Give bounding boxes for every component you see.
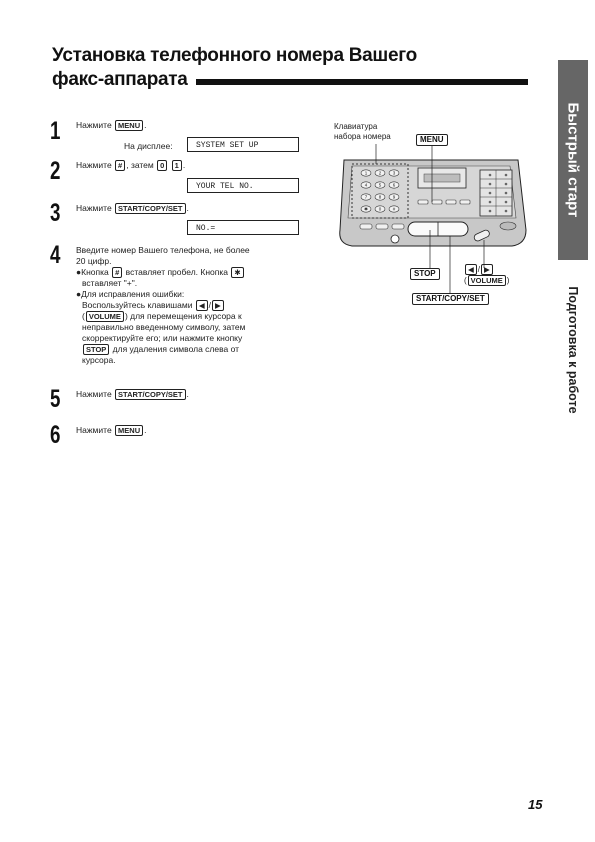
keypad-key-label: 2 bbox=[378, 170, 382, 176]
step-5-number: 5 bbox=[50, 385, 61, 413]
keypad-key-label: 8 bbox=[378, 194, 382, 200]
display-label: На дисплее: bbox=[124, 141, 173, 151]
title-rule bbox=[196, 79, 528, 85]
star-key: ✱ bbox=[231, 267, 243, 278]
keypad-key-label: # bbox=[392, 206, 396, 212]
step-2-number: 2 bbox=[50, 157, 61, 185]
stop-key: STOP bbox=[83, 344, 109, 355]
step-2-text: Нажмите # , затем 0 1 . bbox=[76, 160, 186, 170]
fax-machine-drawing bbox=[330, 118, 530, 318]
start-copy-set-key: START/COPY/SET bbox=[115, 389, 185, 400]
keypad-key-label: 6 bbox=[392, 182, 396, 188]
menu-key: MENU bbox=[115, 425, 143, 436]
hash-key: # bbox=[115, 160, 125, 171]
step-6-number: 6 bbox=[50, 421, 61, 449]
menu-callout: MENU bbox=[416, 134, 448, 146]
step-1-number: 1 bbox=[50, 117, 61, 145]
title-line-2: факс-аппарата bbox=[52, 69, 188, 90]
step-4-number: 4 bbox=[50, 241, 61, 269]
keypad-key-label: 5 bbox=[378, 182, 382, 188]
keypad-key-label: ✱ bbox=[364, 206, 368, 212]
step-3-number: 3 bbox=[50, 199, 61, 227]
volume-key: VOLUME bbox=[86, 311, 124, 322]
step-3-text: Нажмите START/COPY/SET . bbox=[76, 203, 189, 213]
page-title bbox=[52, 44, 532, 92]
lcd-display-1: SYSTEM SET UP bbox=[187, 137, 299, 152]
one-key: 1 bbox=[172, 160, 182, 171]
step-6-text: Нажмите MENU . bbox=[76, 425, 147, 435]
side-section-label: Подготовка к работе bbox=[566, 286, 580, 414]
lcd-display-3: NO.= bbox=[187, 220, 299, 235]
volume-key: VOLUME bbox=[468, 275, 506, 286]
step-5-text: Нажмите START/COPY/SET . bbox=[76, 389, 189, 399]
keypad-key-label: 4 bbox=[364, 182, 368, 188]
stop-callout: STOP bbox=[410, 268, 440, 280]
menu-key: MENU bbox=[115, 120, 143, 131]
hash-key: # bbox=[112, 267, 122, 278]
keypad-key-label: 3 bbox=[392, 170, 396, 176]
page-number: 15 bbox=[528, 797, 543, 812]
fax-machine-diagram bbox=[330, 118, 530, 318]
volume-callout: ◀ / ▶ ( VOLUME ) bbox=[464, 265, 510, 285]
lcd-display-2: YOUR TEL NO. bbox=[187, 178, 299, 193]
keypad-key-label: 0 bbox=[378, 206, 382, 212]
keypad-key-label: 7 bbox=[364, 194, 368, 200]
right-arrow-key: ▶ bbox=[212, 300, 224, 311]
zero-key: 0 bbox=[157, 160, 167, 171]
step-1-text: Нажмите MENU . bbox=[76, 120, 147, 130]
right-arrow-key: ▶ bbox=[481, 264, 493, 275]
title-line-2-row bbox=[52, 68, 532, 92]
keypad-label: Клавиатура набора номера bbox=[334, 122, 391, 141]
step-4-text: Введите номер Вашего телефона, не более 20 цифр. ●Кнопка # вставляет пробел. Кнопка ✱ вставляет "+". ●Для исправления ошибки: Воспользуйтесь клавишами ◀ / ▶ ( VOLUME ) для перемещения курсора к неправильно введенному символу, затем скорректируйте его; или нажмите кнопку STOP для удаления символа слева от курсора. bbox=[76, 245, 250, 365]
left-arrow-key: ◀ bbox=[196, 300, 208, 311]
keypad-key-label: 9 bbox=[392, 194, 396, 200]
keypad-key-label: 1 bbox=[364, 170, 368, 176]
start-copy-set-key: START/COPY/SET bbox=[115, 203, 185, 214]
start-copy-set-callout: START/COPY/SET bbox=[412, 293, 489, 305]
title-line-1: Установка телефонного номера Вашего bbox=[52, 45, 417, 66]
side-tab-quick-start: Быстрый старт bbox=[558, 60, 588, 260]
left-arrow-key: ◀ bbox=[465, 264, 477, 275]
